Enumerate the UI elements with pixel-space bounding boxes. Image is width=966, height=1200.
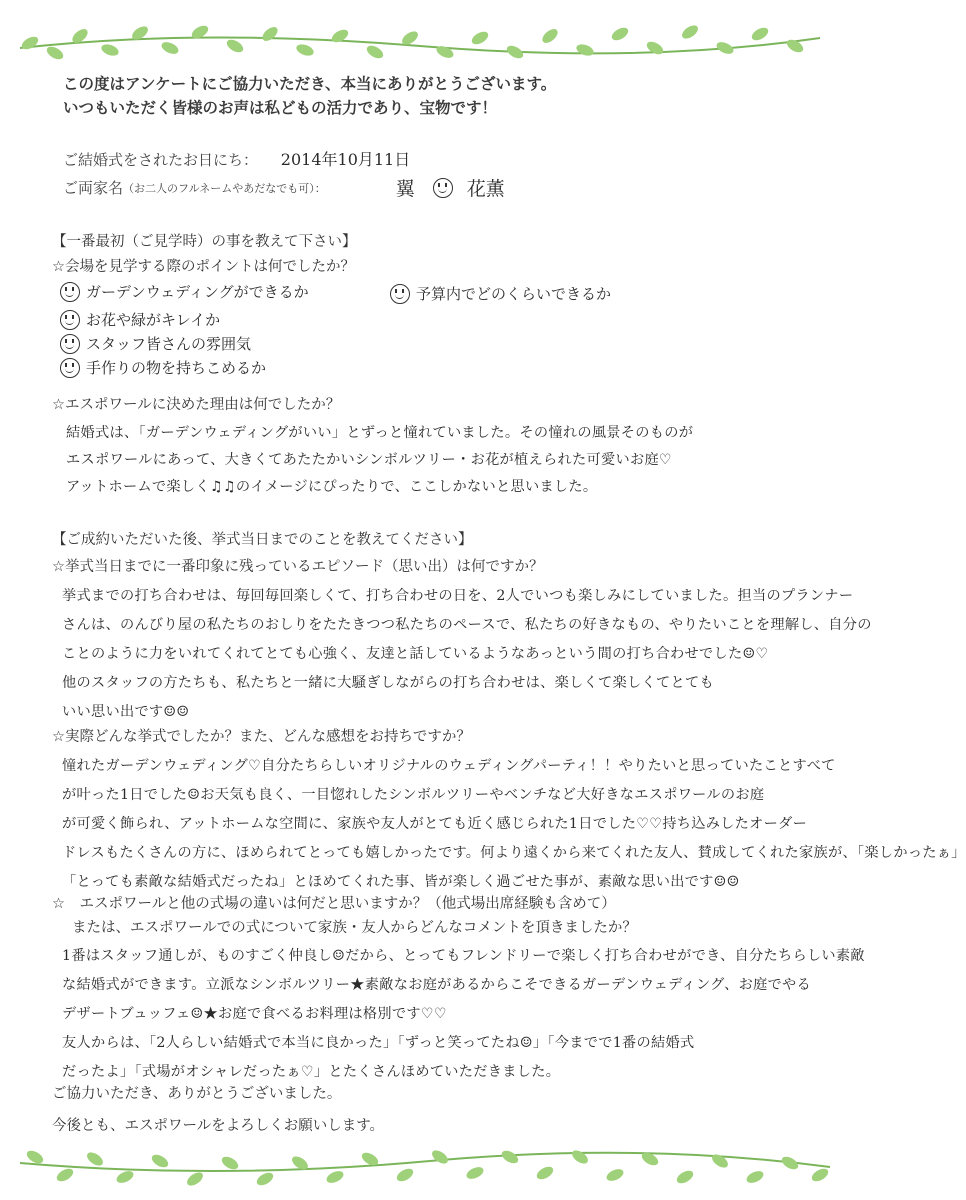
answer-line: 1番はスタッフ通しが、ものすごく仲良し☺だから、とってもフレンドリーで楽しく打ち合わせができ、自分たちらしい素敵 (62, 948, 865, 964)
answer-line: エスポワールにあって、大きくてあたたかいシンボルツリー・お花が植えられた可愛いお庭♡ (66, 452, 672, 468)
smiley-icon (390, 284, 410, 304)
smiley-icon (60, 334, 80, 354)
option-flowers-green (60, 309, 220, 330)
section1-question-2: ☆エスポワールに決めた理由は何でしたか？ (52, 397, 341, 413)
answer-line: アットホームで楽しく♫♫のイメージにぴったりで、ここしかないと思いました。 (66, 479, 598, 495)
smiley-icon (433, 178, 453, 198)
closing-line-1: ご協力いただき、ありがとうございました。 (52, 1086, 342, 1102)
couple-name-row (63, 174, 505, 201)
smiley-icon (60, 310, 80, 330)
smiley-icon (60, 282, 80, 302)
section1-answer-2 (66, 420, 836, 501)
answer-line: 他のスタッフの方たちも、私たちと一緒に大騒ぎしながらの打ち合わせは、楽しくて楽しくてとても (62, 675, 714, 691)
couple-name-note: （お二人のフルネームやあだなでも可）： (123, 181, 326, 195)
intro-message (63, 72, 556, 120)
answer-line: 友人からは、「2人らしい結婚式で本当に良かった」「ずっと笑ってたね☺」「今までで1番の結婚式 (62, 1035, 695, 1051)
option-label: ガーデンウェディングができるか (86, 283, 309, 301)
answer-line: ことのように力をいれてくれてとても心強く、友達と話しているようなあっという間の打ち合わせでした☺♡ (62, 646, 769, 662)
intro-line-1: この度はアンケートにご協力いただき、本当にありがとうございます。 (63, 75, 557, 93)
vine-border-bottom (0, 1135, 848, 1195)
answer-line: デザートブュッフェ☺★お庭で食べるお料理は格別です♡♡ (62, 1006, 447, 1022)
section2-answer-1 (62, 582, 872, 727)
answer-line: が可愛く飾られ、アットホームな空間に、家族や友人がとても近く感じられた1日でした♡♡持ち込みしたオーダー (62, 816, 808, 832)
section2-answer-3 (62, 942, 865, 1087)
option-handmade-items (60, 357, 266, 378)
answer-line: だったよ」「式場がオシャレだったぁ♡」とたくさんほめていただきました。 (62, 1064, 561, 1080)
intro-line-2: いつもいただく皆様のお声は私どもの活力であり、宝物です！ (63, 99, 498, 117)
section2-heading: 【ご成約いただいた後、挙式当日までのことを教えてください】 (52, 532, 473, 548)
answer-line: ドレスもたくさんの方に、ほめられてとっても嬉しかったです。何より遠くから来てくれた友人、賛成してくれた家族が、「楽しかったぁ」 (62, 845, 966, 861)
smiley-icon (60, 358, 80, 378)
answer-line: 挙式までの打ち合わせは、毎回毎回楽しくて、打ち合わせの日を、2人でいつも楽しみにしていました。担当のプランナー (62, 588, 854, 604)
answer-line: 結婚式は、「ガーデンウェディングがいい」とずっと憧れていました。その憧れの風景そのものが (66, 425, 694, 441)
wedding-date-label: ご結婚式をされたお日にち： (63, 151, 259, 169)
wedding-date-row (63, 147, 410, 170)
section1-heading: 【一番最初（ご見学時）の事を教えて下さい】 (52, 234, 357, 250)
answer-line: いい思い出です☺☺ (62, 704, 190, 720)
couple-name-1: 翼 (395, 178, 415, 200)
answer-line: が叶った1日でした☺お天気も良く、一目惚れしたシンボルツリーやベンチなど大好きなエスポワールのお庭 (62, 787, 765, 803)
option-staff-atmosphere (60, 333, 251, 354)
section2-question-1: ☆挙式当日までに一番印象に残っているエピソード（思い出）は何ですか？ (52, 559, 544, 575)
option-budget (390, 283, 611, 304)
closing-line-2: 今後とも、エスポワールをよろしくお願いします。 (52, 1118, 385, 1134)
couple-name-label: ご両家名 (63, 179, 124, 197)
section1-question-1: ☆会場を見学する際のポイントは何でしたか？ (52, 259, 355, 275)
answer-line: 「とっても素敵な結婚式だったね」とほめてくれた事、皆が楽しく過ごせた事が、素敵な思い出です☺☺ (62, 874, 740, 890)
answer-line: な結婚式ができます。立派なシンボルツリー★素敵なお庭があるからこそできるガーデンウェディング、お庭でやる (62, 977, 812, 993)
wedding-date-value: 2014年10月11日 (280, 150, 411, 169)
option-label: 予算内でどのくらいできるか (416, 285, 612, 303)
answer-line: 憧れたガーデンウェディング♡自分たちらしいオリジナルのウェディングパーティ！！やりたいと思っていたことすべて (62, 758, 836, 774)
section2-question-2: ☆実際どんな挙式でしたか？また、どんな感想をお持ちですか？ (52, 729, 471, 745)
option-label: スタッフ皆さんの雰囲気 (86, 335, 252, 353)
option-label: 手作りの物を持ちこめるか (86, 359, 267, 377)
section2-question-3a: ☆ エスポワールと他の式場の違いは何だと思いますか？（他式場出席経験も含めて） (52, 896, 616, 912)
section2-question-3b: または、エスポワールでの式について家族・友人からどんなコメントを頂きましたか？ (72, 920, 637, 936)
section2-answer-2 (62, 752, 966, 897)
couple-name-2: 花薫 (466, 178, 505, 200)
answer-line: さんは、のんびり屋の私たちのおしりをたたきつつ私たちのペースで、私たちの好きなもの、やりたいことを理解し、自分の (62, 617, 872, 633)
vine-border-top (0, 8, 848, 68)
option-label: お花や緑がキレイか (86, 311, 221, 329)
option-garden-wedding (60, 281, 309, 302)
